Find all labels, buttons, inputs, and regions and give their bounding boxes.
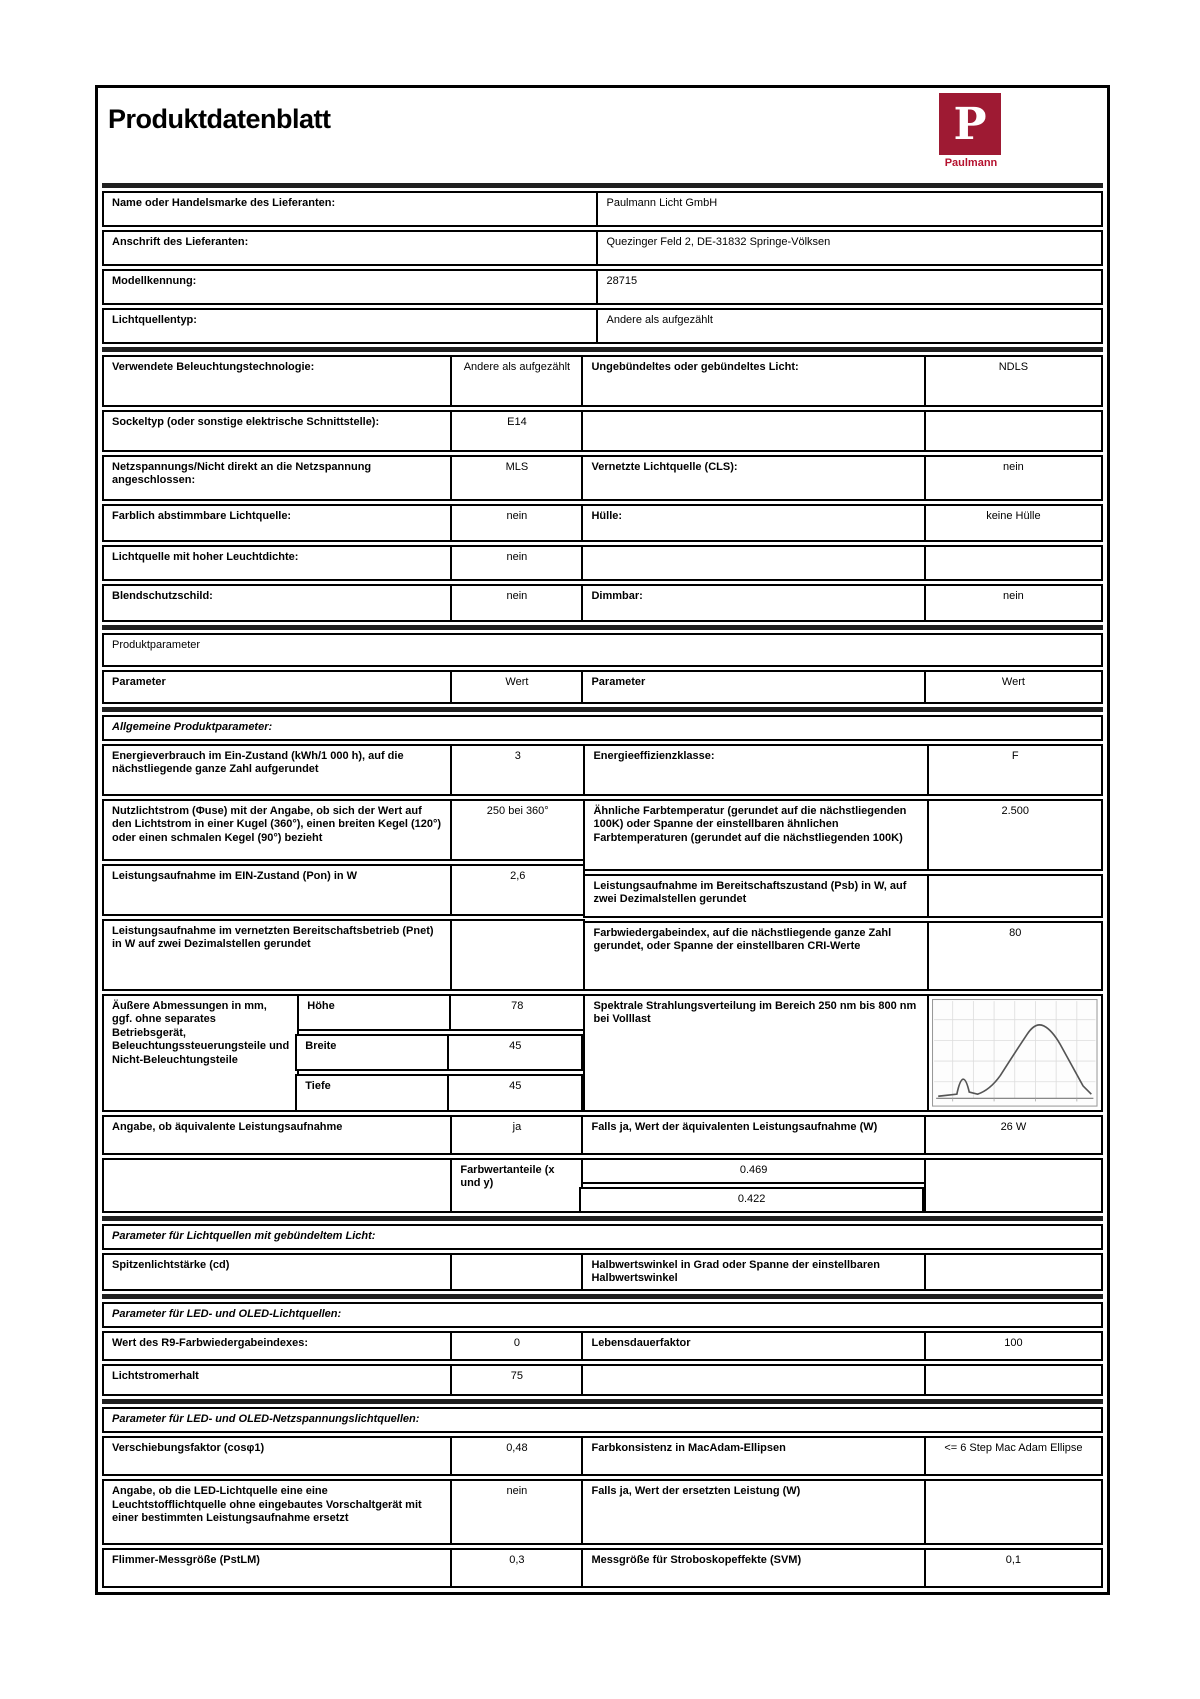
section-divider [102, 183, 1103, 188]
empty-cell [102, 1158, 452, 1213]
table-row [102, 1331, 1103, 1361]
table-row [583, 799, 1103, 871]
dimension-names [297, 994, 451, 1112]
column-header: Parameter [581, 670, 925, 704]
section-divider [102, 1294, 1103, 1299]
row-value: 28715 [596, 269, 1103, 305]
section-divider [102, 1216, 1103, 1221]
table-row [583, 744, 1103, 796]
column-header: Wert [450, 670, 583, 704]
row-value: Andere als aufgezählt [450, 355, 583, 407]
general-left-column [102, 744, 585, 991]
row-label: Name oder Handelsmarke des Lieferanten: [102, 191, 598, 227]
row-value: 0.469 [581, 1158, 925, 1184]
table-row [102, 1364, 1103, 1396]
row-label: Flimmer-Messgröße (PstLM) [102, 1548, 452, 1588]
table-row [583, 921, 1103, 991]
row-label: Lichtquellentyp: [102, 308, 598, 344]
row-value: 0 [450, 1331, 583, 1361]
table-row [102, 230, 1103, 266]
row-value: 0.422 [579, 1187, 923, 1213]
row-label: Wert des R9-Farbwiedergabeindexes: [102, 1331, 452, 1361]
section-title-allgemeine: Allgemeine Produktparameter: [102, 715, 1103, 741]
logo-letter: P [953, 98, 987, 150]
dimension-values [449, 994, 585, 1112]
row-value: 0,3 [450, 1548, 583, 1588]
table-row [102, 191, 1103, 227]
column-header: Wert [924, 670, 1103, 704]
row-value: 250 bei 360° [450, 799, 585, 861]
dimensions-block [102, 994, 585, 1112]
row-value [924, 1364, 1103, 1396]
table-row [102, 799, 585, 861]
row-label: Farbwertanteile (x und y) [450, 1158, 583, 1213]
row-value [924, 1253, 1103, 1292]
row-label: Angabe, ob äquivalente Leistungsaufnahme [102, 1115, 452, 1155]
row-label: Energieverbrauch im Ein-Zustand (kWh/1 000 h), auf die nächstliegende ganze Zahl aufgerundet [102, 744, 452, 796]
section-title-netzspannung: Parameter für LED- und OLED-Netzspannungslichtquellen: [102, 1407, 1103, 1433]
product-datasheet [95, 85, 1110, 1595]
column-header-row [102, 670, 1103, 704]
row-label: Farbkonsistenz in MacAdam-Ellipsen [581, 1436, 925, 1476]
section-divider [102, 625, 1103, 630]
chromaticity-row [102, 1158, 1103, 1213]
row-label: Ähnliche Farbtemperatur (gerundet auf die nächstliegenden 100K) oder Spanne der einstellbaren ähnlichen Farbtemperaturen (gerundet auf die nächstliegenden 100K) [583, 799, 929, 871]
table-row [102, 1302, 1103, 1328]
row-value: 45 [447, 1074, 583, 1111]
row-value [450, 919, 585, 991]
row-value: NDLS [924, 355, 1103, 407]
row-label: Ungebündeltes oder gebündeltes Licht: [581, 355, 925, 407]
section-title-produktparameter: Produktparameter [102, 633, 1103, 667]
datasheet-header [102, 92, 1103, 180]
row-label: Farblich abstimmbare Lichtquelle: [102, 504, 452, 542]
paulmann-logo [939, 93, 1003, 169]
row-label: Angabe, ob die LED-Lichtquelle eine eine Leuchtstofflichtquelle ohne eingebautes Vorschaltgerät mit einer bestimmten Leistungsaufnahme ersetzt [102, 1479, 452, 1545]
row-value: E14 [450, 410, 583, 452]
spectral-block [583, 994, 1103, 1112]
row-value: nein [450, 545, 583, 581]
row-label: Lichtstromerhalt [102, 1364, 452, 1396]
table-row [102, 269, 1103, 305]
row-label [581, 1364, 925, 1396]
row-value: nein [450, 584, 583, 622]
section-divider [102, 707, 1103, 712]
row-label: Netzspannungs/Nicht direkt an die Netzspannung angeschlossen: [102, 455, 452, 501]
row-value: nein [450, 504, 583, 542]
empty-cell [924, 1158, 1103, 1213]
product-parameters-section [102, 633, 1103, 704]
row-value: 2.500 [927, 799, 1103, 871]
table-row [102, 545, 1103, 581]
column-header: Parameter [102, 670, 452, 704]
row-value: 0,1 [924, 1548, 1103, 1588]
row-value: Paulmann Licht GmbH [596, 191, 1103, 227]
row-value [924, 545, 1103, 581]
row-value: 78 [449, 994, 585, 1031]
table-row [102, 633, 1103, 667]
row-value: MLS [450, 455, 583, 501]
row-value: nein [924, 455, 1103, 501]
table-row [102, 584, 1103, 622]
row-value: Andere als aufgezählt [596, 308, 1103, 344]
general-parameters-section [102, 715, 1103, 1213]
row-label: Lichtquelle mit hoher Leuchtdichte: [102, 545, 452, 581]
row-label: Sockeltyp (oder sonstige elektrische Schnittstelle): [102, 410, 452, 452]
row-value: 100 [924, 1331, 1103, 1361]
page-title: Produktdatenblatt [108, 104, 331, 134]
row-value [924, 1479, 1103, 1545]
logo-brand-text: Paulmann [944, 157, 998, 169]
table-row [102, 1436, 1103, 1476]
table-row [102, 1253, 1103, 1292]
row-label: Blendschutzschild: [102, 584, 452, 622]
logo-p-mark [939, 93, 1001, 155]
row-value: 3 [450, 744, 585, 796]
row-value: keine Hülle [924, 504, 1103, 542]
mains-parameters-section [102, 1407, 1103, 1588]
general-right-column [583, 744, 1103, 991]
row-label: Falls ja, Wert der äquivalenten Leistungsaufnahme (W) [581, 1115, 925, 1155]
row-label: Leistungsaufnahme im vernetzten Bereitschaftsbetrieb (Pnet) in W auf zwei Dezimalstellen gerundet [102, 919, 452, 991]
spectral-distribution-chart [927, 994, 1103, 1112]
row-value: <= 6 Step Mac Adam Ellipse [924, 1436, 1103, 1476]
row-label: Verwendete Beleuchtungstechnologie: [102, 355, 452, 407]
row-value: nein [924, 584, 1103, 622]
table-row [102, 504, 1103, 542]
row-label: Spitzenlichtstärke (cd) [102, 1253, 452, 1292]
table-row [102, 410, 1103, 452]
beam-parameters-section [102, 1224, 1103, 1292]
dimensions-spectral-row [102, 994, 1103, 1112]
row-label: Breite [295, 1034, 449, 1071]
row-value [450, 1253, 583, 1292]
row-label: Dimmbar: [581, 584, 925, 622]
table-row [583, 874, 1103, 918]
supplier-section [102, 191, 1103, 344]
chromaticity-values [581, 1158, 925, 1213]
row-label: Höhe [297, 994, 451, 1031]
row-label: Energieeffizienzklasse: [583, 744, 929, 796]
table-row [102, 919, 585, 991]
row-value: 75 [450, 1364, 583, 1396]
table-row [102, 864, 585, 916]
table-row [102, 1548, 1103, 1588]
row-label: Nutzlichtstrom (Φuse) mit der Angabe, ob sich der Wert auf den Lichtstrom in einer Kugel (360°), einen breiten Kegel (120°) oder einen schmalen Kegel (90°) bezieht [102, 799, 452, 861]
row-label: Leistungsaufnahme im Bereitschaftszustand (Psb) in W, auf zwei Dezimalstellen gerundet [583, 874, 929, 918]
row-label: Modellkennung: [102, 269, 598, 305]
row-label: Leistungsaufnahme im EIN-Zustand (Pon) in W [102, 864, 452, 916]
table-row [102, 1224, 1103, 1250]
table-row [102, 1479, 1103, 1545]
row-label: Falls ja, Wert der ersetzten Leistung (W) [581, 1479, 925, 1545]
table-row [102, 715, 1103, 741]
section-divider [102, 1399, 1103, 1404]
row-label [581, 410, 925, 452]
row-label: Halbwertswinkel in Grad oder Spanne der einstellbaren Halbwertswinkel [581, 1253, 925, 1292]
row-value: F [927, 744, 1103, 796]
row-value: nein [450, 1479, 583, 1545]
row-value: 2,6 [450, 864, 585, 916]
row-value [924, 410, 1103, 452]
led-parameters-section [102, 1302, 1103, 1396]
row-label: Farbwiedergabeindex, auf die nächstliegende ganze Zahl gerundet, oder Spanne der einstellbaren CRI-Werte [583, 921, 929, 991]
table-row [102, 455, 1103, 501]
table-row [102, 308, 1103, 344]
row-label: Tiefe [295, 1074, 449, 1111]
row-value: 45 [447, 1034, 583, 1071]
row-label: Verschiebungsfaktor (cosφ1) [102, 1436, 452, 1476]
table-row [102, 1115, 1103, 1155]
row-value: Quezinger Feld 2, DE-31832 Springe-Völksen [596, 230, 1103, 266]
row-value: ja [450, 1115, 583, 1155]
row-label: Anschrift des Lieferanten: [102, 230, 598, 266]
row-label: Vernetzte Lichtquelle (CLS): [581, 455, 925, 501]
row-label [581, 545, 925, 581]
row-label: Äußere Abmessungen in mm, ggf. ohne separates Betriebsgerät, Beleuchtungssteuerungsteile und Nicht-Beleuchtungsteile [102, 994, 299, 1112]
row-label: Lebensdauerfaktor [581, 1331, 925, 1361]
general-params-grid [102, 744, 1103, 991]
row-label: Messgröße für Stroboskopeffekte (SVM) [581, 1548, 925, 1588]
row-value: 0,48 [450, 1436, 583, 1476]
table-row [102, 355, 1103, 407]
table-row [102, 744, 585, 796]
row-value: 80 [927, 921, 1103, 991]
row-label: Spektrale Strahlungsverteilung im Bereich 250 nm bis 800 nm bei Volllast [583, 994, 929, 1112]
row-value: 26 W [924, 1115, 1103, 1155]
section-divider [102, 347, 1103, 352]
section-title-gebuendeltes-licht: Parameter für Lichtquellen mit gebündeltem Licht: [102, 1224, 1103, 1250]
technology-section [102, 355, 1103, 622]
row-value [927, 874, 1103, 918]
row-label: Hülle: [581, 504, 925, 542]
section-title-led-lichtquellen: Parameter für LED- und OLED-Lichtquellen: [102, 1302, 1103, 1328]
table-row [102, 1407, 1103, 1433]
